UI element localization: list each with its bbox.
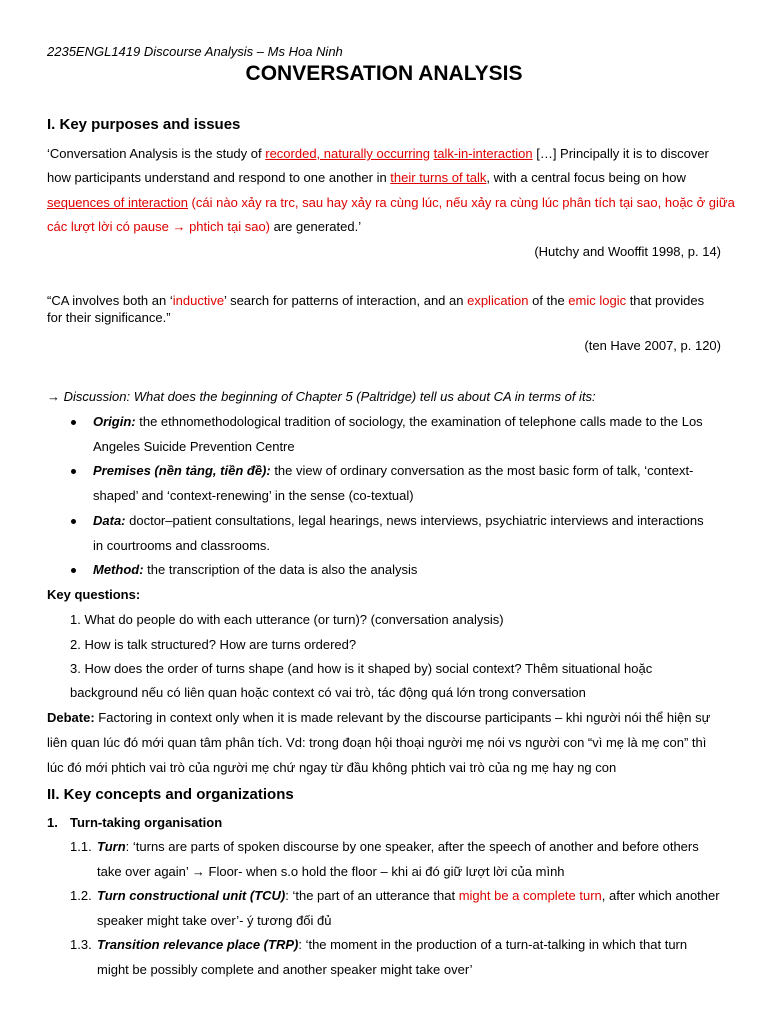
text-span: ’ search for patterns of interaction, and an (224, 293, 468, 308)
key-questions-label: Key questions: (47, 587, 141, 602)
term-text: : ‘the part of an utterance that (285, 888, 459, 903)
quote2-line2: for their significance.” (47, 310, 171, 325)
citation-1: (Hutchy and Wooffit 1998, p. 14) (534, 244, 721, 259)
item-trp (97, 937, 687, 952)
term-text: , after which another (601, 888, 720, 903)
term-text: : ‘turns are parts of spoken discourse by one speaker, after the speech of another and before others (125, 839, 699, 854)
text-span: of the (528, 293, 569, 308)
bullet-data (93, 513, 704, 528)
debate-text: Factoring in context only when it is made relevant by the discourse participants – khi người nói thể hiện sự (94, 710, 711, 725)
item-turn-cont: take over again’ → Floor- when s.o hold the floor – khi ai đó giữ lượt lời của mình (97, 864, 565, 879)
item-number: 1.3. (70, 937, 92, 952)
text-span: , with a central focus being on how (486, 170, 686, 185)
bullet-premises (93, 463, 693, 478)
term-label: Turn (97, 839, 126, 854)
item-tcu-cont: speaker might take over’- ý tương đối đủ (97, 913, 332, 928)
bullet-text: doctor–patient consultations, legal hearings, news interviews, psychiatric interviews and interactions (125, 513, 704, 528)
highlight-span: emic logic (568, 293, 627, 308)
highlight-span: their turns of talk (390, 170, 487, 185)
quote1-line4 (47, 219, 361, 234)
bullet-text: the view of ordinary conversation as the most basic form of talk, ‘context- (270, 463, 694, 478)
page-title: CONVERSATION ANALYSIS (245, 62, 523, 85)
bullet-dot (71, 469, 76, 474)
highlight-span: talk-in-interaction (433, 146, 533, 161)
text-span: “CA involves both an ‘ (47, 293, 173, 308)
term-label: Transition relevance place (TRP) (97, 937, 299, 952)
text-span: are generated.’ (270, 219, 362, 234)
term-text: : ‘the moment in the production of a turn-at-talking in which that turn (298, 937, 688, 952)
bullet-dot (71, 519, 76, 524)
bullet-label: Premises (nền tảng, tiền đề): (93, 463, 271, 478)
debate-line1 (47, 710, 710, 725)
course-line: 2235ENGL1419 Discourse Analysis – Ms Hoa Ninh (47, 44, 343, 59)
key-question-2: 2. How is talk structured? How are turns ordered? (70, 637, 357, 652)
bullet-text: the transcription of the data is also the analysis (143, 562, 418, 577)
debate-line3: lúc đó mới phtich vai trò của người mẹ chứ ngay từ đầu không phtich vai trò của ng mẹ hay ng con (47, 760, 617, 775)
highlight-span: sequences of interaction (47, 195, 188, 210)
item-turn (97, 839, 699, 854)
bullet-text: the ethnomethodological tradition of sociology, the examination of telephone calls made to the Los (135, 414, 703, 429)
bullet-dot (71, 420, 76, 425)
highlight-span: might be a complete turn (458, 888, 602, 903)
item-number: 1.1. (70, 839, 92, 854)
quote2-line1 (47, 293, 704, 308)
text-span: that provides (626, 293, 705, 308)
bullet-label: Origin: (93, 414, 136, 429)
bullet-data-cont: in courtrooms and classrooms. (93, 538, 271, 553)
term-label: Turn constructional unit (TCU) (97, 888, 286, 903)
highlight-span: inductive (172, 293, 225, 308)
item-number: 1.2. (70, 888, 92, 903)
bullet-premises-cont: shaped’ and ‘context-renewing’ in the sense (co-textual) (93, 488, 414, 503)
item-trp-cont: might be possibly complete and another speaker might take over’ (97, 962, 473, 977)
section-heading-1: I. Key purposes and issues (47, 116, 241, 133)
text-span: […] Principally it is to discover (532, 146, 709, 161)
subsection-title: Turn-taking organisation (70, 815, 223, 830)
key-question-3-cont: background nếu có liên quan hoặc context có vai trò, tác động quá lớn trong conversation (70, 685, 586, 700)
bullet-origin-cont: Angeles Suicide Prevention Centre (93, 439, 295, 454)
text-span: ‘Conversation Analysis is the study of (47, 146, 266, 161)
note-span: các lượt lời có pause → phtich tại sao) (47, 219, 271, 234)
bullet-label: Method: (93, 562, 144, 577)
bullet-label: Data: (93, 513, 126, 528)
bullet-dot (71, 568, 76, 573)
bullet-method (93, 562, 417, 577)
note-span: (cái nào xảy ra trc, sau hay xảy ra cùng lúc, nếu xảy ra cùng lúc phân tích tại sao, hoặc ở giữa (187, 195, 735, 210)
item-tcu (97, 888, 720, 903)
section-heading-2: II. Key concepts and organizations (47, 786, 294, 803)
debate-line2: liên quan lúc đó mới quan tâm phân tích. Vd: trong đoạn hội thoại người mẹ nói vs người con “vì mẹ là mẹ con” thì (47, 735, 707, 750)
subsection-number: 1. (47, 815, 58, 830)
quote1-line3 (47, 195, 735, 210)
bullet-origin (93, 414, 703, 429)
quote1-line2 (47, 170, 686, 185)
highlight-span: explication (467, 293, 529, 308)
key-question-3: 3. How does the order of turns shape (and how is it shaped by) social context? Thêm situational hoặc (70, 661, 653, 676)
debate-label: Debate: (47, 710, 95, 725)
key-question-1: 1. What do people do with each utterance (or turn)? (conversation analysis) (70, 612, 504, 627)
discussion-prompt: → Discussion: What does the beginning of Chapter 5 (Paltridge) tell us about CA in terms of its: (47, 389, 596, 404)
text-span: how participants understand and respond to one another in (47, 170, 391, 185)
highlight-span: recorded, naturally occurring (265, 146, 430, 161)
quote1-line1 (47, 146, 709, 161)
citation-2: (ten Have 2007, p. 120) (584, 338, 721, 353)
